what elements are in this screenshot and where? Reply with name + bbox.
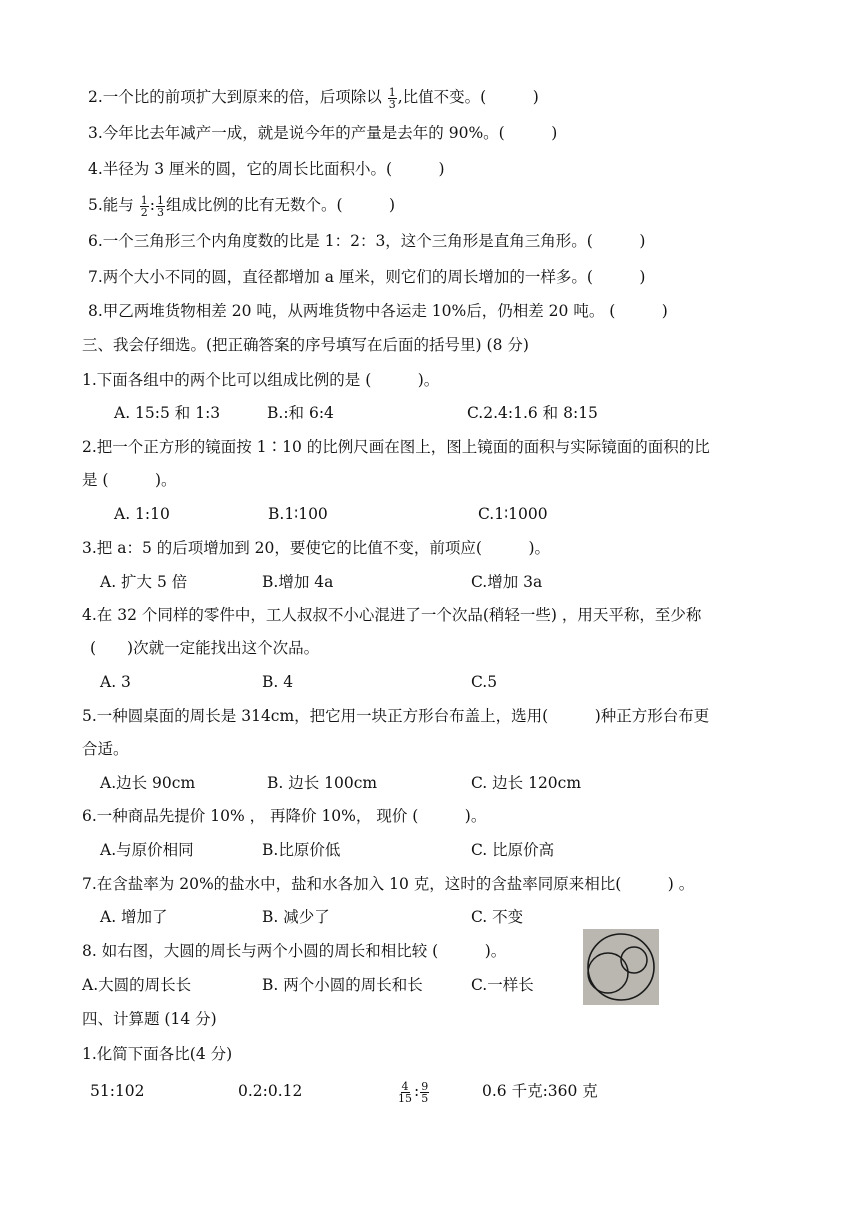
s3-q3-text: 3.把 a：5 的后项增加到 20，要使它的比值不变，前项应( )。 [82, 539, 550, 557]
s3-q7-option-c: C. 不变 [471, 908, 524, 926]
judge-q8: 8.甲乙两堆货物相差 20 吨，从两堆货物中各运走 10%后，仍相差 20 吨。 ( ) [88, 302, 668, 320]
s4-expr-3: $\frac{4}{15}$ : $\frac{9}{5}$ [398, 1079, 429, 1105]
s3-q7-option-b: B. 减少了 [262, 908, 330, 926]
s3-q3-option-c: C.增加 3a [471, 573, 543, 591]
s3-q5-option-c: C. 边长 120cm [471, 774, 582, 792]
s3-q5-text-1: 5.一种圆桌面的周长是 314cm，把它用一块正方形台布盖上，选用( )种正方形台布更 [82, 707, 710, 725]
s3-q1-option-b: B.:和 6:4 [267, 404, 334, 422]
s3-q7-text: 7.在含盐率为 20%的盐水中，盐和水各加入 10 克，这时的含盐率同原来相比( ) 。 [82, 875, 695, 893]
s3-q2-text-1: 2.把一个正方形的镜面按 1∶10 的比例尺画在图上，图上镜面的面积与实际镜面的面积的比 [82, 438, 710, 456]
s3-q8-option-b: B. 两个小圆的周长和长 [262, 976, 423, 994]
fraction-one-third: $\frac{1}{3}$ [388, 85, 396, 111]
fraction-nine-fifths: $\frac{9}{5}$ [421, 1079, 429, 1105]
circles-diagram [583, 929, 659, 1005]
s3-q1-option-a: A. 15:5 和 1:3 [114, 404, 221, 422]
circles-figure [583, 929, 659, 1005]
s3-q4-option-b: B. 4 [262, 673, 294, 691]
s3-q6-option-a: A.与原价相同 [100, 841, 194, 859]
s3-q4-text-2: ( )次就一定能找出这个次品。 [90, 639, 320, 657]
small-circle-left [588, 953, 628, 993]
judge-q3: 3.今年比去年减产一成，就是说今年的产量是去年的 90%。( ) [88, 124, 558, 142]
s3-q1-text: 1.下面各组中的两个比可以组成比例的是 ( )。 [82, 371, 440, 389]
s3-q4-text-1: 4.在 32 个同样的零件中，工人叔叔不小心混进了一个次品(稍轻一些) ，用天平称，至少称 [82, 606, 702, 624]
fraction-one-half: $\frac{1}{2}$ [140, 193, 148, 219]
s3-q2-option-a: A. 1:10 [114, 505, 170, 523]
s3-q5-text-2: 合适。 [82, 740, 129, 758]
s3-q6-option-b: B.比原价低 [262, 841, 341, 859]
judge-q4: 4.半径为 3 厘米的圆，它的周长比面积小。( ) [88, 160, 445, 178]
s3-q1-option-c: C.2.4:1.6 和 8:15 [467, 404, 598, 422]
s3-q4-option-c: C.5 [471, 673, 498, 691]
s3-q6-text: 6.一种商品先提价 10% ， 再降价 10%， 现价 ( )。 [82, 807, 487, 825]
s3-q8-option-c: C.一样长 [471, 976, 534, 994]
s4-expr-1: 51:102 [90, 1082, 145, 1100]
s3-q5-option-b: B. 边长 100cm [267, 774, 378, 792]
s3-q2-text-2: 是 ( )。 [82, 471, 177, 489]
judge-q7: 7.两个大小不同的圆，直径都增加 a 厘米，则它们的周长增加的一样多。( ) [88, 268, 646, 286]
s3-q3-option-a: A. 扩大 5 倍 [100, 573, 188, 591]
s3-q7-option-a: A. 增加了 [100, 908, 168, 926]
small-circle-right [621, 947, 647, 973]
section3-title: 三、我会仔细选。(把正确答案的序号填写在后面的括号里) (8 分) [82, 336, 529, 354]
s3-q8-text: 8. 如右图，大圆的周长与两个小圆的周长和相比较 ( )。 [82, 942, 507, 960]
s3-q2-option-c: C.1∶1000 [478, 505, 548, 523]
s3-q4-option-a: A. 3 [100, 673, 131, 691]
s3-q5-option-a: A.边长 90cm [100, 774, 196, 792]
s3-q2-option-b: B.1∶100 [268, 505, 328, 523]
section4-title: 四、计算题 (14 分) [82, 1010, 217, 1028]
judge-q2: 2.一个比的前项扩大到原来的倍，后项除以 $\frac{1}{3}$ ,比值不变。( ) [88, 85, 539, 111]
s4-expr-2: 0.2:0.12 [238, 1082, 303, 1100]
s4-q1-text: 1.化简下面各比(4 分) [82, 1045, 233, 1063]
fraction-four-fifteenths: $\frac{4}{15}$ [398, 1079, 412, 1105]
judge-q6: 6.一个三角形三个内角度数的比是 1：2：3，这个三角形是直角三角形。( ) [88, 232, 646, 250]
judge-q5: 5.能与 $\frac{1}{2}$ : $\frac{1}{3}$ 组成比例的比有无数个。( ) [88, 193, 396, 219]
s3-q8-option-a: A.大圆的周长长 [82, 976, 192, 994]
fraction-one-third-b: $\frac{1}{3}$ [156, 193, 164, 219]
s3-q6-option-c: C. 比原价高 [471, 841, 555, 859]
s4-expr-4: 0.6 千克:360 克 [482, 1082, 598, 1100]
s3-q3-option-b: B.增加 4a [262, 573, 334, 591]
